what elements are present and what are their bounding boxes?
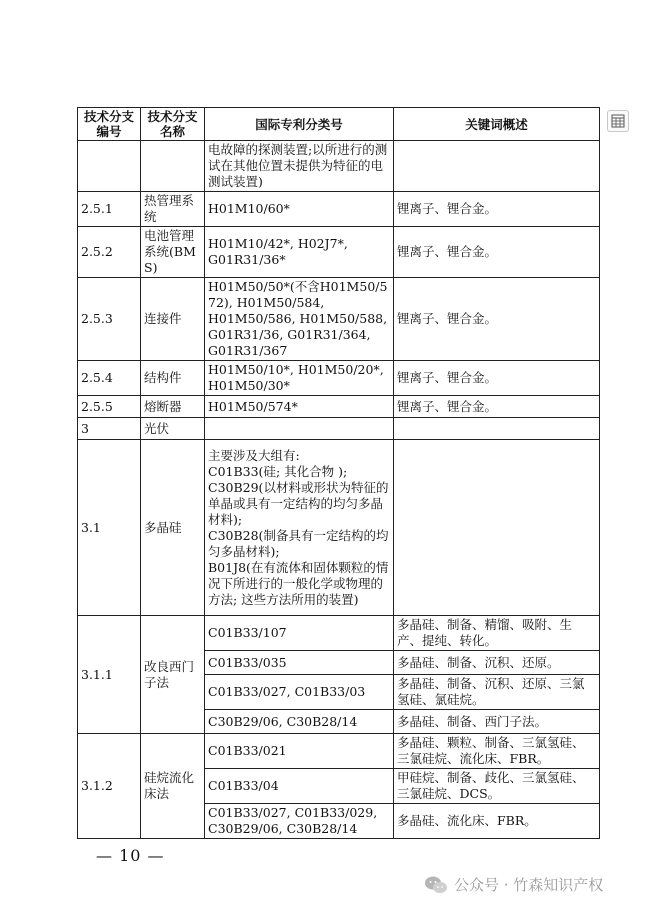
watermark-text: 公众号 · 竹森知识产权	[454, 876, 604, 894]
cell-ipc: H01M50/50*(不含H01M50/572), H01M50/584, H01M50/586, H01M50/588, G01R31/36, G01R31/364, G01R31/367	[205, 278, 394, 361]
cell-name: 电池管理系统(BMS)	[141, 227, 205, 278]
table-row	[78, 141, 600, 192]
cell-name: 结构件	[141, 361, 205, 396]
table-icon-glyph	[611, 114, 625, 128]
cell-keywords: 多晶硅、制备、沉积、还原。	[394, 651, 600, 675]
cell-code: 3.1	[78, 440, 141, 616]
cell-ipc: H01M50/574*	[205, 396, 394, 418]
table-row	[78, 616, 600, 651]
cell-ipc: C01B33/027, C01B33/03	[205, 675, 394, 710]
cell-ipc: H01M50/10*, H01M50/20*, H01M50/30*	[205, 361, 394, 396]
cell-ipc	[205, 418, 394, 440]
header-row	[78, 108, 600, 141]
cell-code: 2.5.2	[78, 227, 141, 278]
watermark	[424, 874, 603, 895]
cell-code: 2.5.5	[78, 396, 141, 418]
cell-keywords: 多晶硅、流化床、FBR。	[394, 804, 600, 839]
cell-code: 2.5.3	[78, 278, 141, 361]
table-row	[78, 734, 600, 769]
table-row	[78, 418, 600, 440]
cell-ipc: 电故障的探测装置;以所进行的测试在其他位置未提供为特征的电测试装置)	[205, 141, 394, 192]
cell-keywords: 锂离子、锂合金。	[394, 192, 600, 227]
cell-keywords: 锂离子、锂合金。	[394, 396, 600, 418]
header-code: 技术分支 编号	[78, 108, 141, 141]
table-row	[78, 396, 600, 418]
cell-code: 3.1.2	[78, 734, 141, 839]
cell-keywords: 锂离子、锂合金。	[394, 278, 600, 361]
cell-name: 熔断器	[141, 396, 205, 418]
page-number: — 10 —	[96, 846, 165, 865]
cell-name: 热管理系统	[141, 192, 205, 227]
cell-name: 硅烷流化床法	[141, 734, 205, 839]
cell-ipc: C01B33/107	[205, 616, 394, 651]
table-row	[78, 192, 600, 227]
cell-code: 3.1.1	[78, 616, 141, 734]
cell-name	[141, 141, 205, 192]
table-row	[78, 440, 600, 616]
cell-ipc: C01B33/035	[205, 651, 394, 675]
cell-ipc: C30B29/06, C30B28/14	[205, 710, 394, 734]
cell-keywords: 多晶硅、制备、沉积、还原、三氯氢硅、氯硅烷。	[394, 675, 600, 710]
table-row	[78, 278, 600, 361]
cell-ipc: H01M10/42*, H02J7*, G01R31/36*	[205, 227, 394, 278]
cell-name: 多晶硅	[141, 440, 205, 616]
cell-keywords: 多晶硅、制备、西门子法。	[394, 710, 600, 734]
cell-keywords: 多晶硅、颗粒、制备、三氯氢硅、三氯硅烷、流化床、FBR。	[394, 734, 600, 769]
header-keywords: 关键词概述	[394, 108, 600, 141]
cell-ipc: C01B33/021	[205, 734, 394, 769]
header-name: 技术分支 名称	[141, 108, 205, 141]
cell-code: 3	[78, 418, 141, 440]
header-ipc: 国际专利分类号	[205, 108, 394, 141]
cell-ipc: C01B33/027, C01B33/029, C30B29/06, C30B28/14	[205, 804, 394, 839]
cell-name: 改良西门子法	[141, 616, 205, 734]
table-row	[78, 227, 600, 278]
cell-ipc: C01B33/04	[205, 769, 394, 804]
cell-keywords: 锂离子、锂合金。	[394, 361, 600, 396]
cell-keywords	[394, 418, 600, 440]
cell-keywords	[394, 440, 600, 616]
table-row	[78, 361, 600, 396]
cell-name: 连接件	[141, 278, 205, 361]
cell-keywords	[394, 141, 600, 192]
wechat-icon	[424, 875, 448, 895]
cell-name: 光伏	[141, 418, 205, 440]
cell-keywords: 甲硅烷、制备、歧化、三氯氢硅、三氯硅烷、DCS。	[394, 769, 600, 804]
patent-classification-table	[77, 107, 600, 839]
cell-code	[78, 141, 141, 192]
cell-keywords: 多晶硅、制备、精馏、吸附、生产、提纯、转化。	[394, 616, 600, 651]
cell-ipc: H01M10/60*	[205, 192, 394, 227]
cell-keywords: 锂离子、锂合金。	[394, 227, 600, 278]
cell-code: 2.5.1	[78, 192, 141, 227]
cell-ipc: 主要涉及大组有: C01B33(硅; 其化合物 ); C30B29(以材料或形状为特征的单晶或具有一定结构的均匀多晶材料); C30B28(制备具有一定结构的均匀多晶材料); B01J8(在有流体和固体颗粒的情况下所进行的一般化学或物理的方法; 这些方法所用的装置)	[205, 440, 394, 616]
table-icon[interactable]	[607, 110, 629, 132]
cell-code: 2.5.4	[78, 361, 141, 396]
